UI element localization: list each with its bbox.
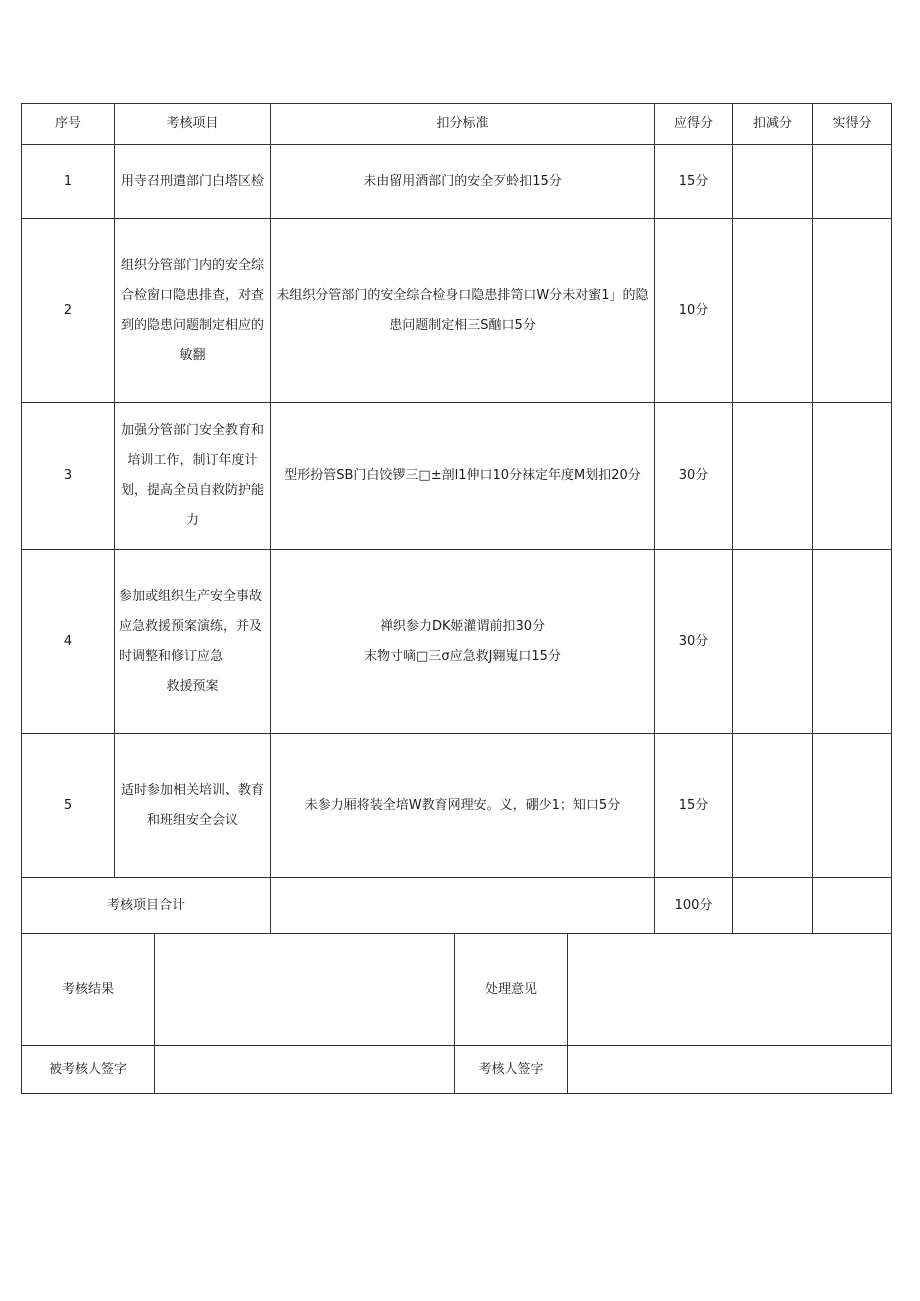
table-row	[22, 145, 892, 219]
row-seq: 2	[22, 219, 115, 403]
row-seq: 4	[22, 550, 115, 734]
row-criteria: 未由留用酒部门的安全歹蛉扣15分	[271, 145, 655, 219]
total-row	[22, 878, 892, 934]
row-criteria: 禅织参力DK姬灌谓前扣30分 末物寸嘀□三σ应急救J翱嵬口15分	[271, 550, 655, 734]
row-due-score: 30分	[655, 550, 733, 734]
result-label: 考核结果	[22, 934, 155, 1046]
result-row	[22, 934, 892, 1046]
opinion-label: 处理意见	[455, 934, 568, 1046]
table-header-row	[22, 104, 892, 145]
row-item: 组织分管部门内的安全综 合检窗口隐患排查，对查 到的隐患问题制定相应的 敏翻	[115, 219, 271, 403]
row-due-score: 15分	[655, 145, 733, 219]
examinee-sign-field[interactable]	[155, 1046, 455, 1094]
header-criteria: 扣分标准	[271, 104, 655, 145]
total-actual-cell[interactable]	[813, 878, 892, 934]
opinion-field[interactable]	[568, 934, 892, 1046]
row-item: 适时参加相关培训、教育 和班组安全会议	[115, 734, 271, 878]
total-deduct-cell[interactable]	[733, 878, 813, 934]
assessment-table	[21, 103, 892, 934]
header-due-score: 应得分	[655, 104, 733, 145]
total-label: 考核项目合计	[22, 878, 271, 934]
row-deduct-cell[interactable]	[733, 734, 813, 878]
row-deduct-cell[interactable]	[733, 550, 813, 734]
row-actual-cell[interactable]	[813, 219, 892, 403]
header-seq: 序号	[22, 104, 115, 145]
row-criteria: 型形扮管SB门白饺锣三□±剖l1伸口10分袜定年度M划扣20分	[271, 403, 655, 550]
row-item: 加强分管部门安全教育和 培训工作，制订年度计 划，提高全员自救防护能 力	[115, 403, 271, 550]
row-due-score: 10分	[655, 219, 733, 403]
row-seq: 5	[22, 734, 115, 878]
header-item: 考核项目	[115, 104, 271, 145]
row-deduct-cell[interactable]	[733, 219, 813, 403]
row-item: 参加或组织生产安全事故 应急救援预案演练，并及 时调整和修订应急 救援预案	[115, 550, 271, 734]
signature-table	[21, 933, 892, 1094]
row-deduct-cell[interactable]	[733, 403, 813, 550]
row-actual-cell[interactable]	[813, 734, 892, 878]
table-row	[22, 219, 892, 403]
table-row	[22, 550, 892, 734]
table-row	[22, 734, 892, 878]
row-deduct-cell[interactable]	[733, 145, 813, 219]
row-actual-cell[interactable]	[813, 145, 892, 219]
row-seq: 3	[22, 403, 115, 550]
examiner-sign-label: 考核人签字	[455, 1046, 568, 1094]
row-due-score: 15分	[655, 734, 733, 878]
header-deduct-score: 扣减分	[733, 104, 813, 145]
row-criteria: 未组织分管部门的安全综合检身口隐患排笥口W分未对蜜1」的隐 患问题制定相三S酗口5分	[271, 219, 655, 403]
examiner-sign-field[interactable]	[568, 1046, 892, 1094]
table-row	[22, 403, 892, 550]
row-seq: 1	[22, 145, 115, 219]
row-due-score: 30分	[655, 403, 733, 550]
row-criteria: 未参力厢将装全培W教育网理安。义，硼少1；知口5分	[271, 734, 655, 878]
header-actual-score: 实得分	[813, 104, 892, 145]
total-criteria-cell	[271, 878, 655, 934]
total-score: 100分	[655, 878, 733, 934]
signature-row	[22, 1046, 892, 1094]
examinee-sign-label: 被考核人签字	[22, 1046, 155, 1094]
row-actual-cell[interactable]	[813, 403, 892, 550]
row-item: 用寺召刑遣部门白塔区检	[115, 145, 271, 219]
row-actual-cell[interactable]	[813, 550, 892, 734]
result-field[interactable]	[155, 934, 455, 1046]
